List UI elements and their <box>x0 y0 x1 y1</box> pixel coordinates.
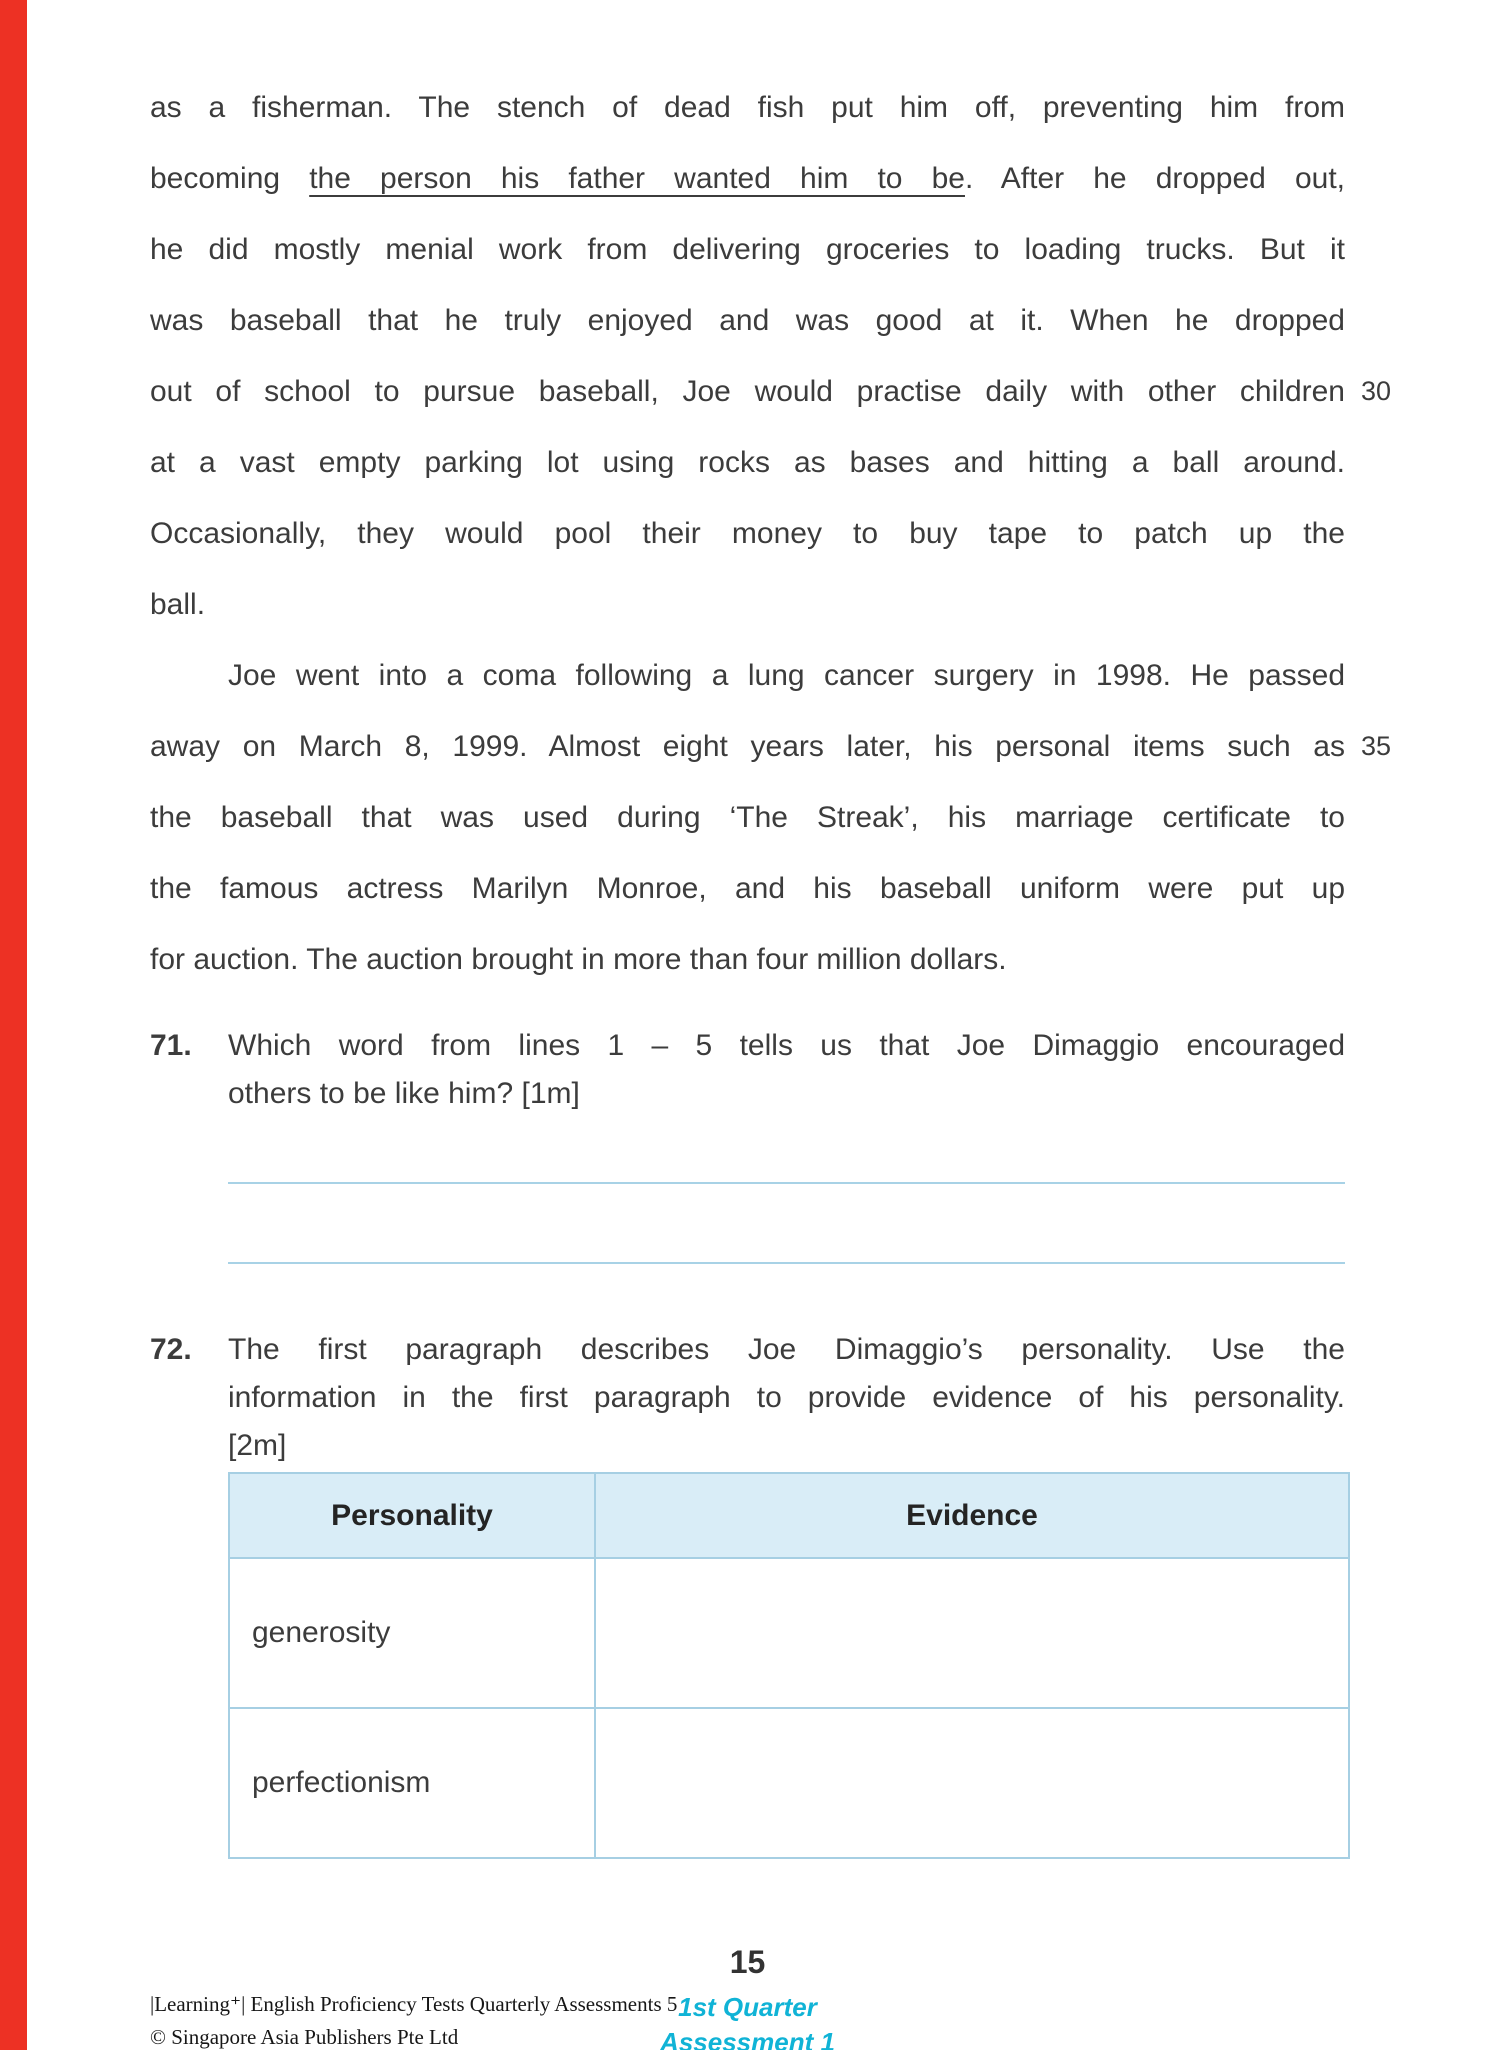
passage-text: ball. <box>150 588 206 621</box>
table-header-personality: Personality <box>229 1473 595 1558</box>
passage-text: at a vast empty parking lot using rocks as bases and hitting a ball around. <box>150 446 1345 479</box>
table-row <box>229 1558 1349 1708</box>
quarter-label: 1st Quarter <box>678 1992 817 2022</box>
passage-text: . After he dropped out, <box>964 162 1345 195</box>
imprint-series-line: |Learning⁺| English Proficiency Tests Quarterly Assessments 5 <box>150 1992 678 2016</box>
passage-line <box>150 569 1345 640</box>
question-text: The first paragraph describes Joe Dimaggio’s personality. Use the <box>228 1333 1345 1366</box>
assessment-number-label: Assessment 1 <box>660 2027 835 2050</box>
passage-text: was baseball that he truly enjoyed and was good at it. When he dropped <box>150 304 1345 337</box>
passage-line <box>150 498 1345 569</box>
passage-text: Joe went into a coma following a lung cancer surgery in 1998. He passed <box>228 659 1345 692</box>
passage-line <box>150 427 1345 498</box>
page-number: 15 <box>729 1944 766 1980</box>
question-71-text-line <box>228 1070 1345 1118</box>
question-text: [2m] <box>228 1429 287 1462</box>
question-71-number: 71. <box>150 1029 192 1062</box>
passage-text: as a fisherman. The stench of dead fish put him off, preventing him from <box>150 91 1345 124</box>
question-text: information in the first paragraph to provide evidence of his personality. <box>228 1381 1345 1414</box>
imprint-copyright-line: © Singapore Asia Publishers Pte Ltd <box>150 2025 459 2049</box>
passage-text: out of school to pursue baseball, Joe would practise daily with other children <box>150 375 1345 408</box>
margin-line-number-35: 35 <box>1361 731 1392 761</box>
passage-text: away on March 8, 1999. Almost eight years later, his personal items such as <box>150 730 1345 763</box>
passage-text: for auction. The auction brought in more than four million dollars. <box>150 943 1007 976</box>
page-edge-accent-bar <box>0 0 27 2050</box>
passage-line <box>150 782 1345 853</box>
evidence-input-cell-2[interactable] <box>595 1708 1349 1858</box>
underlined-phrase: the person his father wanted him to be <box>309 162 965 195</box>
passage-text: he did mostly menial work from delivering groceries to loading trucks. But it <box>150 233 1345 266</box>
question-71 <box>150 1022 1345 1118</box>
assessment-label <box>150 1990 1345 2050</box>
question-text: others to be like him? [1m] <box>228 1077 580 1110</box>
passage-line <box>150 711 1392 782</box>
question-text: Which word from lines 1 – 5 tells us that Joe Dimaggio encouraged <box>228 1029 1345 1062</box>
passage-line <box>150 356 1392 427</box>
passage-line <box>150 640 1345 711</box>
passage-line <box>150 853 1345 924</box>
margin-line-number-30: 30 <box>1361 376 1392 406</box>
passage-text: the baseball that was used during ‘The Streak’, his marriage certificate to <box>150 801 1345 834</box>
reading-passage <box>150 72 1392 995</box>
question-71-text-line <box>228 1022 1345 1070</box>
passage-line <box>150 214 1345 285</box>
passage-line <box>150 143 1345 214</box>
question-72-number: 72. <box>150 1333 192 1366</box>
passage-text: the famous actress Marilyn Monroe, and his baseball uniform were put up <box>150 872 1345 905</box>
table-header-row <box>229 1473 1349 1558</box>
evidence-table <box>228 1472 1350 1859</box>
evidence-input-cell-1[interactable] <box>595 1558 1349 1708</box>
question-72-text-line <box>228 1326 1345 1374</box>
passage-line <box>150 72 1345 143</box>
answer-blank-line-2[interactable] <box>228 1262 1345 1264</box>
passage-text: Occasionally, they would pool their money to buy tape to patch up the <box>150 517 1345 550</box>
table-header-evidence: Evidence <box>595 1473 1349 1558</box>
question-72-text-line <box>228 1422 1345 1470</box>
passage-line <box>150 924 1345 995</box>
passage-text: becoming <box>150 162 310 195</box>
passage-line <box>150 285 1345 356</box>
personality-cell-generosity: generosity <box>229 1558 595 1708</box>
question-72-text-line <box>228 1374 1345 1422</box>
personality-cell-perfectionism: perfectionism <box>229 1708 595 1858</box>
answer-blank-line-1[interactable] <box>228 1182 1345 1184</box>
question-72 <box>150 1326 1345 1470</box>
table-row <box>229 1708 1349 1858</box>
